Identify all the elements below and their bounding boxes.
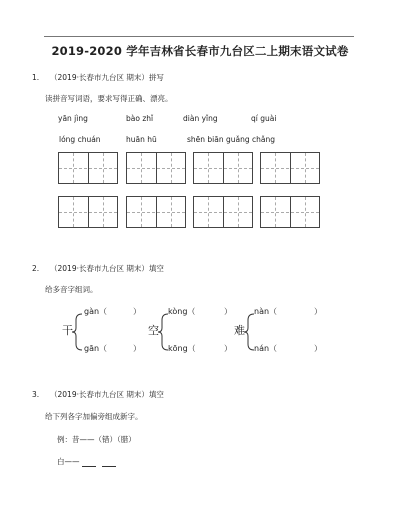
close-paren: ） — [314, 307, 322, 316]
question-2-text: （2019·长春市九台区 期末）填空 — [50, 264, 164, 273]
question-2-instruction: 给多音字组词。 — [45, 285, 98, 294]
writing-grid[interactable] — [193, 152, 253, 184]
polyphone-1-top: gàn（ — [84, 307, 108, 316]
question-2-number: 2. — [32, 264, 40, 273]
question-3-instruction: 给下列各字加偏旁组成新字。 — [45, 412, 143, 421]
pinyin-3: diàn yǐng — [183, 114, 218, 123]
question-1-text: （2019·长春市九台区 期末）拼写 — [50, 73, 164, 82]
writing-grid[interactable] — [58, 196, 118, 228]
pinyin-6: huān hū — [126, 135, 157, 144]
writing-grid[interactable] — [193, 196, 253, 228]
close-paren: ） — [133, 344, 141, 353]
pinyin-7: shēn biān — [187, 135, 224, 144]
page-title: 2019-2020 学年吉林省长春市九台区二上期末语文试卷 — [51, 44, 349, 58]
polyphone-2-top: kòng（ — [168, 307, 196, 316]
writing-grid[interactable] — [260, 196, 320, 228]
close-paren: ） — [314, 344, 322, 353]
question-3-number: 3. — [32, 390, 40, 399]
brace-icon — [72, 312, 84, 352]
pinyin-2: bào zhǐ — [126, 114, 154, 123]
polyphone-3-top: nàn（ — [254, 307, 278, 316]
question-2-heading — [32, 263, 164, 274]
polyphone-char-3: 难 — [234, 324, 245, 337]
writing-grid[interactable] — [260, 152, 320, 184]
writing-grid[interactable] — [126, 196, 186, 228]
line-1-char: 白—— — [57, 457, 80, 466]
close-paren: ） — [224, 307, 232, 316]
polyphone-3-bottom: nán（ — [254, 344, 278, 353]
pinyin-5: lóng chuán — [59, 135, 101, 144]
writing-grid[interactable] — [58, 152, 118, 184]
header-rule — [44, 36, 354, 37]
question-3-example: 例：昔——（错）（腊） — [57, 435, 136, 444]
pinyin-4: qí guài — [251, 114, 277, 123]
question-1-instruction: 读拼音写词语，要求写得正确、漂亮。 — [45, 94, 173, 103]
question-1-heading — [32, 72, 164, 83]
writing-grid[interactable] — [126, 152, 186, 184]
answer-blank[interactable] — [102, 459, 116, 467]
question-3-heading — [32, 389, 164, 400]
question-1-number: 1. — [32, 73, 40, 82]
pinyin-8: guǎng chǎng — [226, 135, 275, 144]
question-3-text: （2019·长春市九台区 期末）填空 — [50, 390, 164, 399]
answer-blank[interactable] — [82, 459, 96, 467]
close-paren: ） — [133, 307, 141, 316]
close-paren: ） — [224, 344, 232, 353]
polyphone-2-bottom: kōng（ — [168, 344, 196, 353]
polyphone-char-2: 空 — [148, 324, 159, 337]
question-3-line-1 — [57, 456, 116, 467]
polyphone-char-1: 干 — [62, 324, 73, 337]
polyphone-1-bottom: gān（ — [84, 344, 108, 353]
pinyin-1: yān jìng — [58, 114, 88, 123]
